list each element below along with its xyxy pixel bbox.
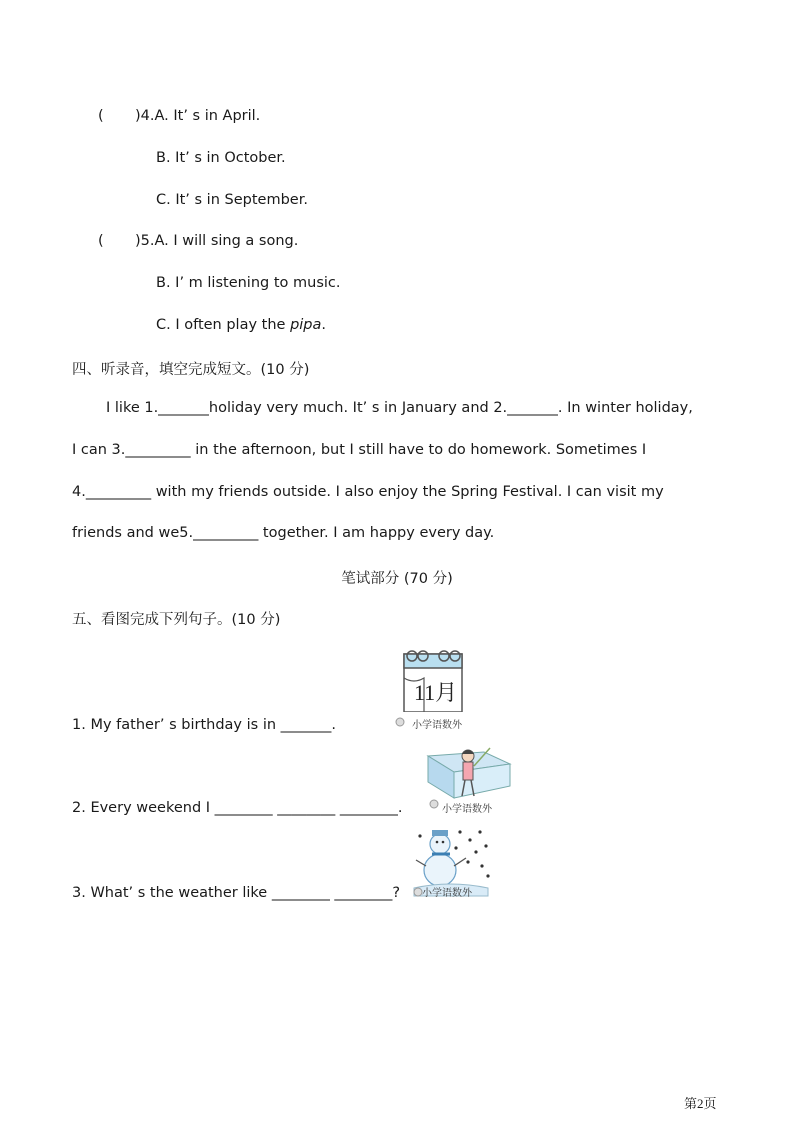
q4-option-a: )4.A. It’ s in April. xyxy=(135,108,261,124)
section4-line-3: 4._________ with my friends outside. I also enjoy the Spring Festival. I can visit my xyxy=(72,484,664,500)
page-number: 第2页 xyxy=(684,1096,717,1111)
q5-option-a: )5.A. I will sing a song. xyxy=(135,233,299,249)
q5-option-c-suffix: . xyxy=(321,317,327,333)
section5-heading: 五、看图完成下列句子。(10 分) xyxy=(72,612,281,628)
section4-line-2: I can 3._________ in the afternoon, but I still have to do homework. Sometimes I xyxy=(72,442,647,458)
q5-paren: ( xyxy=(98,233,104,249)
section5-item-2: 2. Every weekend I ________ ________ ________. xyxy=(72,800,403,816)
q5-option-c-italic: pipa xyxy=(290,317,322,333)
section5-item-3: 3. What’ s the weather like ________ ________? xyxy=(72,885,401,901)
q5-option-b: B. I’ m listening to music. xyxy=(156,275,341,291)
section4-heading: 四、听录音，填空完成短文。(10 分) xyxy=(72,362,310,378)
q5-option-c xyxy=(156,317,326,333)
watermark-3: 小学语数外 xyxy=(422,888,472,899)
calendar-icon xyxy=(392,648,492,732)
q4-option-c: C. It’ s in September. xyxy=(156,192,308,208)
cleaning-girl-icon xyxy=(424,742,514,814)
section5-item-1: 1. My father’ s birthday is in _______. xyxy=(72,717,337,733)
q5-option-c-prefix: C. I often play the xyxy=(156,317,291,333)
watermark-1: 小学语数外 xyxy=(412,720,462,731)
section4-line-4: friends and we5._________ together. I am happy every day. xyxy=(72,525,495,541)
q4-paren: ( xyxy=(98,108,104,124)
watermark-2: 小学语数外 xyxy=(442,804,492,815)
q4-option-b: B. It’ s in October. xyxy=(156,150,286,166)
snowman-icon xyxy=(410,826,492,900)
written-part-heading: 笔试部分 (70 分) xyxy=(341,571,453,587)
calendar-month-text: 11月 xyxy=(414,680,458,705)
section4-line-1: I like 1._______holiday very much. It’ s in January and 2._______. In winter holiday, xyxy=(106,400,693,416)
